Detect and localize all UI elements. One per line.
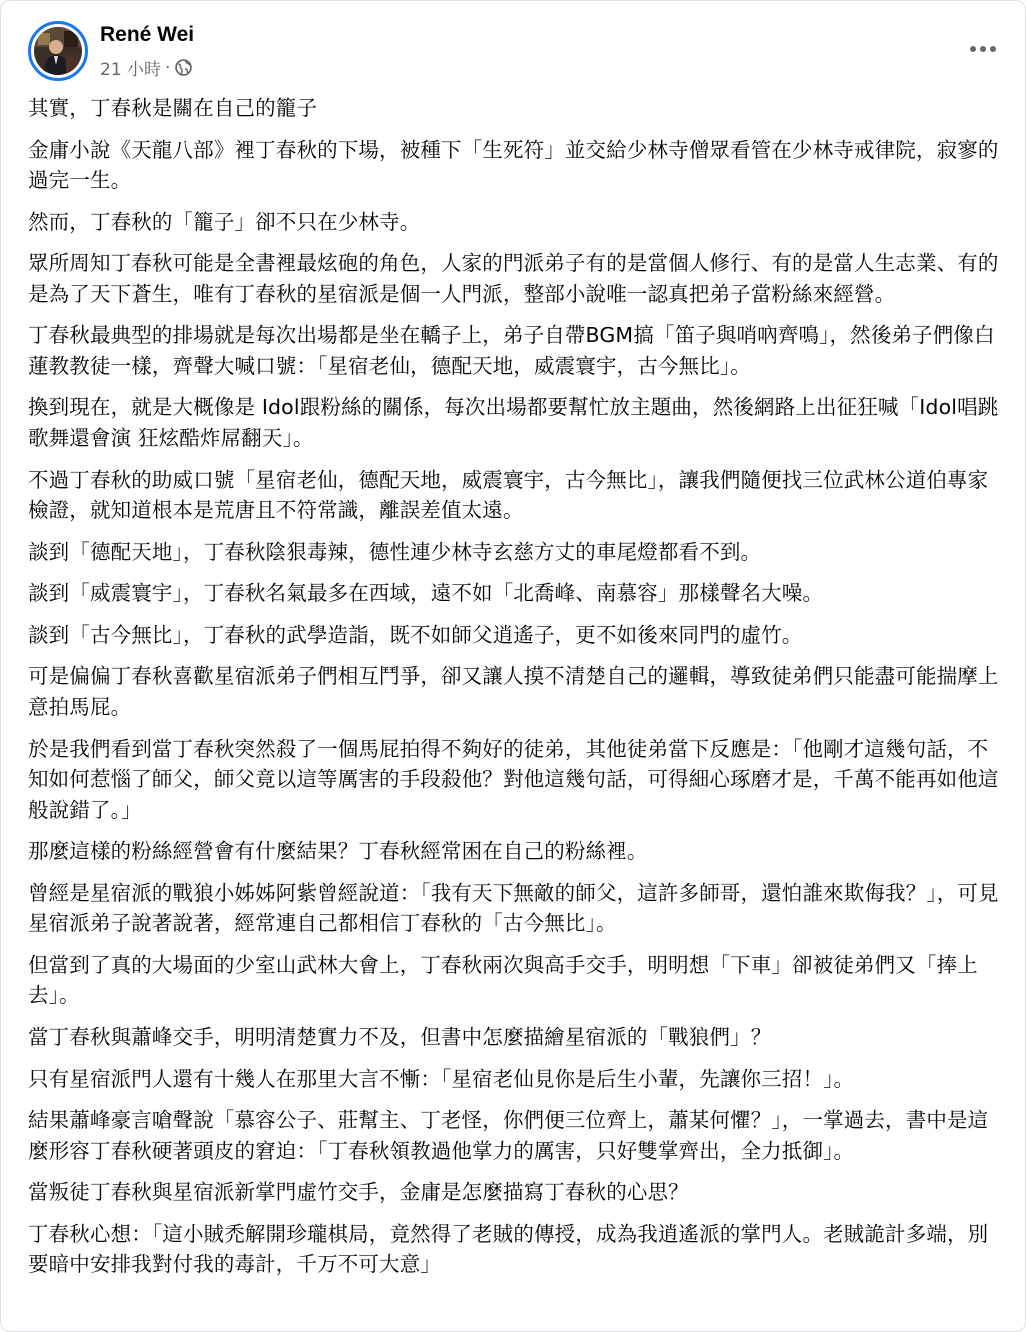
more-options-button[interactable]	[965, 31, 1001, 67]
post-paragraph: 談到「古今無比」，丁春秋的武學造詣，既不如師父逍遙子，更不如後來同門的虛竹。	[28, 622, 803, 647]
post-timestamp[interactable]: 21 小時	[100, 60, 162, 80]
post-paragraph: 丁春秋最典型的排場就是每次出場都是坐在轎子上，弟子自帶BGM搞「笛子與哨吶齊鳴」，然後弟子們像白蓮教教徒一樣，齊聲大喊口號：「星宿老仙，德配天地，威震寰宇，古今無比」。	[28, 323, 995, 378]
post-paragraph: 只有星宿派門人還有十幾人在那里大言不慚：「星宿老仙見你是后生小輩，先讓你三招！」。	[28, 1066, 855, 1091]
avatar[interactable]	[28, 21, 88, 81]
post-paragraph: 然而，丁春秋的「籠子」卻不只在少林寺。	[28, 209, 421, 234]
more-horizontal-icon	[969, 45, 997, 53]
post-paragraph: 曾經是星宿派的戰狼小姊姊阿紫曾經說道：「我有天下無敵的師父，這許多師哥，還怕誰來欺侮我？」，可見星宿派弟子說著說著，經常連自己都相信丁春秋的「古今無比」。	[28, 880, 999, 936]
globe-icon[interactable]	[175, 59, 192, 76]
post-paragraph: 其實，丁春秋是關在自己的籠子	[28, 96, 318, 120]
post-body	[28, 93, 999, 1291]
meta-separator: ·	[165, 57, 171, 78]
post-paragraph: 結果蕭峰豪言嗆聲說「慕容公子、莊幫主、丁老怪，你們便三位齊上，蕭某何懼？」，一掌過去，書中是這麼形容丁春秋硬著頭皮的窘迫：「丁春秋領教過他掌力的厲害，只好雙掌齊出，全力抵御」。	[28, 1108, 989, 1163]
post-paragraph: 但當到了真的大場面的少室山武林大會上，丁春秋兩次與高手交手，明明想「下車」卻被徒弟們又「捧上去」。	[28, 952, 978, 1008]
post-paragraph: 金庸小說《天龍八部》裡丁春秋的下場，被種下「生死符」並交給少林寺僧眾看管在少林寺戒律院，寂寥的過完一生。	[28, 137, 999, 193]
post-paragraph: 當丁春秋與蕭峰交手，明明清楚實力不及，但書中怎麼描繪星宿派的「戰狼們」？	[28, 1024, 772, 1049]
post-paragraph: 眾所周知丁春秋可能是全書裡最炫砲的角色，人家的門派弟子有的是當個人修行、有的是當人生志業、有的是為了天下蒼生，唯有丁春秋的星宿派是個一人門派，整部小說唯一認真把弟子當粉絲來經營。	[28, 251, 999, 306]
post-paragraph: 換到現在，就是大概像是 Idol跟粉絲的關係，每次出場都要幫忙放主題曲，然後網路上出征狂喊「Idol唱跳歌舞還會演 狂炫酷炸屌翻天」。	[28, 395, 999, 450]
post-paragraph: 當叛徒丁春秋與星宿派新掌門虛竹交手，金庸是怎麼描寫丁春秋的心思？	[28, 1180, 689, 1205]
author-name[interactable]: René Wei	[100, 23, 195, 46]
post-paragraph: 於是我們看到當丁春秋突然殺了一個馬屁拍得不夠好的徒弟，其他徒弟當下反應是：「他剛才這幾句話，不知如何惹惱了師父，師父竟以這等厲害的手段殺他？對他這幾句話，可得細心琢磨才是，千萬不能再如他這般說錯了。」	[28, 736, 999, 822]
post-paragraph: 不過丁春秋的助威口號「星宿老仙，德配天地，威震寰宇，古今無比」，讓我們隨便找三位武林公道伯專家檢證，就知道根本是荒唐且不符常識，離誤差值太遠。	[28, 467, 989, 523]
post-meta	[100, 55, 192, 80]
avatar-photo	[34, 27, 82, 75]
post-paragraph: 那麼這樣的粉絲經營會有什麼結果？丁春秋經常困在自己的粉絲裡。	[28, 839, 648, 864]
avatar-image	[34, 27, 82, 75]
post-paragraph: 談到「威震寰宇」，丁春秋名氣最多在西域，遠不如「北喬峰、南慕容」那樣聲名大噪。	[28, 581, 824, 606]
post-header	[28, 21, 1001, 81]
post-paragraph: 談到「德配天地」，丁春秋陰狠毒辣，德性連少林寺玄慈方丈的車尾燈都看不到。	[28, 539, 762, 564]
post-paragraph: 可是偏偏丁春秋喜歡星宿派弟子們相互鬥爭，卻又讓人摸不清楚自己的邏輯，導致徒弟們只能盡可能揣摩上意拍馬屁。	[28, 664, 999, 719]
post-paragraph: 丁春秋心想：「這小賊禿解開珍瓏棋局，竟然得了老賊的傳授，成為我逍遙派的掌門人。老賊詭計多端，別要暗中安排我對付我的毒計，千万不可大意」	[28, 1221, 989, 1277]
